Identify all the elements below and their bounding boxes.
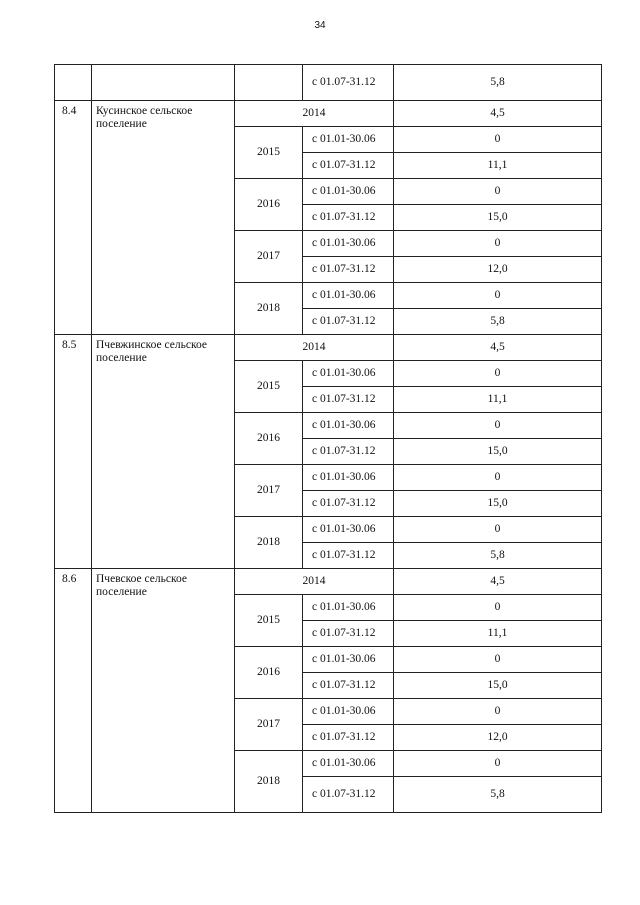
year-cell: 2015 [235, 595, 303, 647]
value-cell: 5,8 [394, 65, 602, 101]
table-body [55, 65, 602, 813]
period-cell: с 01.07-31.12 [303, 65, 394, 101]
continuation-name-cell [92, 65, 235, 101]
period-cell: с 01.01-30.06 [303, 231, 394, 257]
tariff-table [54, 64, 602, 813]
value-cell: 11,1 [394, 621, 602, 647]
period-cell: с 01.07-31.12 [303, 387, 394, 413]
section-header-row [55, 101, 602, 127]
section-number: 8.6 [55, 569, 92, 813]
year-cell: 2015 [235, 361, 303, 413]
value-cell: 15,0 [394, 439, 602, 465]
value-cell: 11,1 [394, 387, 602, 413]
period-cell: с 01.07-31.12 [303, 257, 394, 283]
value-cell: 11,1 [394, 153, 602, 179]
settlement-name: Пчевжинское сельское поселение [92, 335, 235, 569]
period-cell: с 01.01-30.06 [303, 283, 394, 309]
year-cell: 2017 [235, 231, 303, 283]
period-cell: с 01.01-30.06 [303, 699, 394, 725]
year-cell: 2018 [235, 283, 303, 335]
period-cell: с 01.01-30.06 [303, 517, 394, 543]
value-cell: 15,0 [394, 673, 602, 699]
value-cell: 12,0 [394, 257, 602, 283]
period-cell: с 01.07-31.12 [303, 205, 394, 231]
table-row [55, 65, 602, 101]
section-header-row [55, 335, 602, 361]
value-cell: 0 [394, 517, 602, 543]
settlement-name: Пчевское сельское поселение [92, 569, 235, 813]
period-cell: с 01.07-31.12 [303, 153, 394, 179]
period-cell: с 01.01-30.06 [303, 595, 394, 621]
year-cell: 2017 [235, 699, 303, 751]
value-cell: 0 [394, 179, 602, 205]
value-cell: 0 [394, 595, 602, 621]
period-cell: с 01.01-30.06 [303, 647, 394, 673]
period-cell: с 01.07-31.12 [303, 439, 394, 465]
value-cell: 0 [394, 751, 602, 777]
value-cell: 0 [394, 413, 602, 439]
section-number: 8.5 [55, 335, 92, 569]
period-cell: с 01.07-31.12 [303, 621, 394, 647]
value-cell: 0 [394, 361, 602, 387]
value-cell: 5,8 [394, 777, 602, 813]
continuation-year-cell [235, 65, 303, 101]
page-number: 34 [314, 20, 326, 31]
value-cell: 0 [394, 647, 602, 673]
period-cell: с 01.01-30.06 [303, 361, 394, 387]
base-value: 4,5 [394, 101, 602, 127]
value-cell: 12,0 [394, 725, 602, 751]
year-cell: 2016 [235, 647, 303, 699]
year-cell: 2017 [235, 465, 303, 517]
section-header-row [55, 569, 602, 595]
value-cell: 0 [394, 465, 602, 491]
period-cell: с 01.01-30.06 [303, 465, 394, 491]
period-cell: с 01.07-31.12 [303, 673, 394, 699]
period-cell: с 01.07-31.12 [303, 777, 394, 813]
continuation-num-cell [55, 65, 92, 101]
period-cell: с 01.01-30.06 [303, 179, 394, 205]
year-cell: 2015 [235, 127, 303, 179]
value-cell: 0 [394, 127, 602, 153]
value-cell: 5,8 [394, 309, 602, 335]
base-value: 4,5 [394, 335, 602, 361]
period-cell: с 01.01-30.06 [303, 751, 394, 777]
settlement-name: Кусинское сельское поселение [92, 101, 235, 335]
base-year: 2014 [235, 569, 394, 595]
value-cell: 0 [394, 231, 602, 257]
section-number: 8.4 [55, 101, 92, 335]
period-cell: с 01.07-31.12 [303, 309, 394, 335]
value-cell: 5,8 [394, 543, 602, 569]
period-cell: с 01.01-30.06 [303, 413, 394, 439]
value-cell: 15,0 [394, 205, 602, 231]
year-cell: 2018 [235, 517, 303, 569]
period-cell: с 01.07-31.12 [303, 725, 394, 751]
year-cell: 2018 [235, 751, 303, 813]
base-value: 4,5 [394, 569, 602, 595]
base-year: 2014 [235, 335, 394, 361]
year-cell: 2016 [235, 413, 303, 465]
period-cell: с 01.07-31.12 [303, 543, 394, 569]
period-cell: с 01.07-31.12 [303, 491, 394, 517]
value-cell: 0 [394, 283, 602, 309]
value-cell: 0 [394, 699, 602, 725]
base-year: 2014 [235, 101, 394, 127]
period-cell: с 01.01-30.06 [303, 127, 394, 153]
value-cell: 15,0 [394, 491, 602, 517]
year-cell: 2016 [235, 179, 303, 231]
